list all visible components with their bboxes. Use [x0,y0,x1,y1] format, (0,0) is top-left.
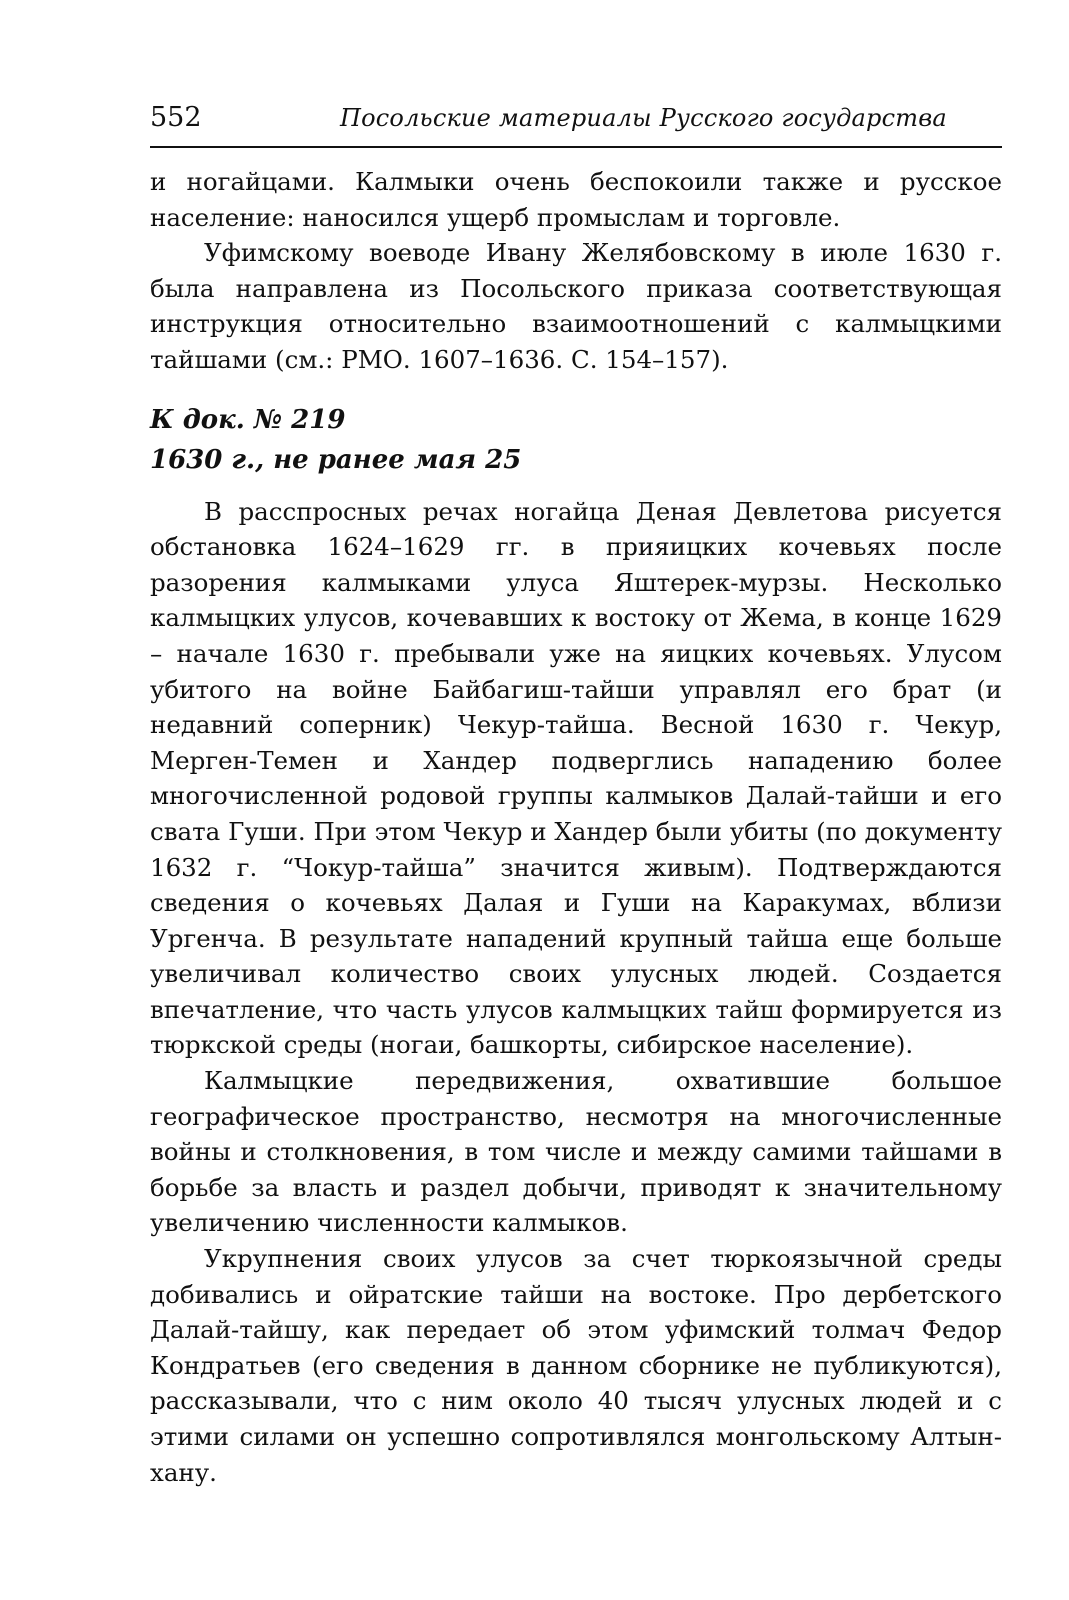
section-paragraph-2: Калмыцкие передвижения, охватившие большое географическое пространство, несмотря на многочисленные войны и столкновения, в том числе и между самими тайшами в борьбе за власть и раздел добычи, приводят к значительному увеличению численности калмыков. [150,1066,1002,1238]
section-heading-date: 1630 г., не ранее мая 25 [150,444,522,475]
section-heading-doc: К док. № 219 [150,404,346,435]
running-title: Посольские материалы Русского государства [340,104,947,132]
intro-paragraph-1: и ногайцами. Калмыки очень беспокоили также и русское население: наносился ущерб промыслам и торговле. [150,167,1002,232]
intro-paragraph-2: Уфимскому воеводе Ивану Желябовскому в июле 1630 г. была направлена из Посольского приказа соответствующая инструкция относительно взаимоотношений с калмыцкими тайшами (см.: РМО. 1607–1636. С. 154–157). [150,238,1002,374]
section-paragraph-3: Укрупнения своих улусов за счет тюркоязычной среды добивались и ойратские тайши на востоке. Про дербетского Далай-тайшу, как передает об этом уфимский толмач Федор Кондратьев (его сведения в данном сборнике не публикуются), рассказывали, что с ним около 40 тысяч улусных людей и с этими силами он успешно сопротивлялся монгольскому Алтын-хану. [150,1244,1002,1487]
section-paragraph-1: В расспросных речах ногайца Деная Девлетова рисуется обстановка 1624–1629 гг. в прияицких кочевьях после разорения калмыками улуса Яштерек-мурзы. Несколько калмыцких улусов, кочевавших к востоку от Жема, в конце 1629 – начале 1630 г. пребывали уже на яицких кочевьях. Улусом убитого на войне Байбагиш-тайши управлял его брат (и недавний соперник) Чекур-тайша. Весной 1630 г. Чекур, Мерген-Темен и Хандер подверглись нападению более многочисленной родовой группы калмыков Далай-тайши и его свата Гуши. При этом Чекур и Хандер были убиты (по документу 1632 г. “Чокур-тайша” значится живым). Подтверждаются сведения о кочевьях Далая и Гуши на Каракумах, вблизи Ургенча. В результате нападений крупный тайша еще больше увеличивал количество своих улусных людей. Создается впечатление, что часть улусов калмыцких тайш формируется из тюркской среды (ногаи, башкорты, сибирское население). [150,496,1002,1060]
running-header [150,102,1002,148]
page-number: 552 [150,102,202,133]
page-body [150,164,1002,1490]
